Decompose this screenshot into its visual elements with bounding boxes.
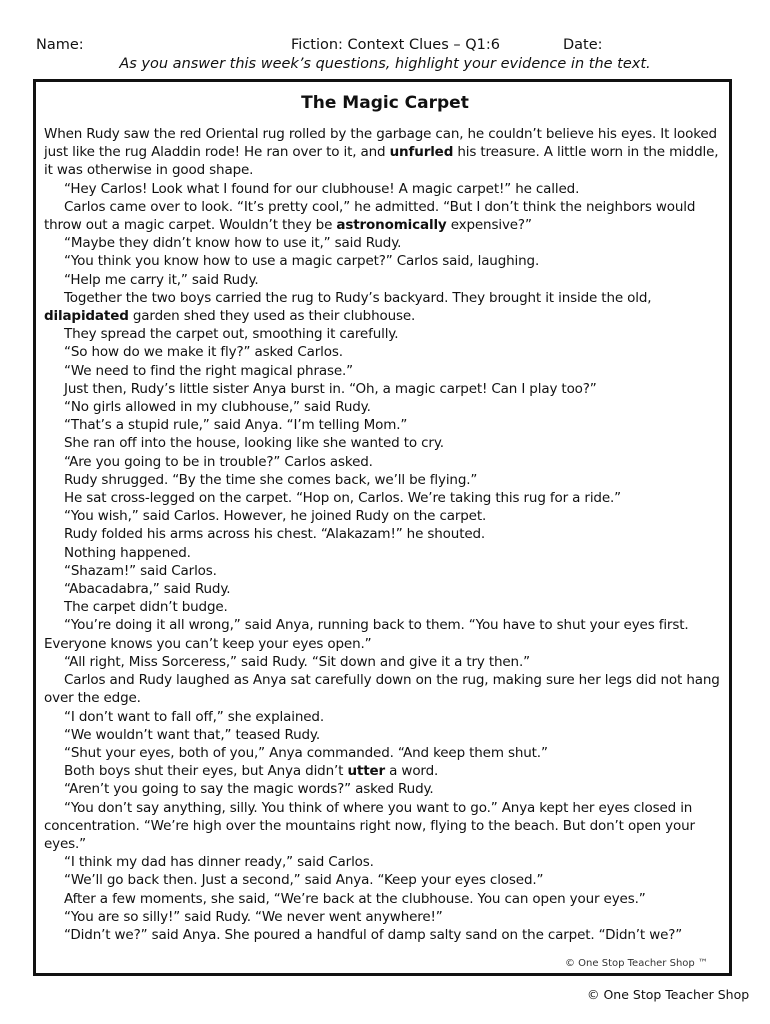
story-paragraph xyxy=(44,525,730,543)
story-paragraph xyxy=(44,726,730,744)
story-paragraph xyxy=(44,398,730,416)
paragraph-text: “Didn’t we?” said Anya. She poured a handful of damp salty sand on the carpet. “Didn’t we?” xyxy=(64,926,683,943)
story-title: The Magic Carpet xyxy=(301,93,469,113)
paragraph-text: “Abacadabra,” said Rudy. xyxy=(64,581,231,598)
story-paragraph xyxy=(44,544,730,562)
paragraph-text: expensive?” xyxy=(446,217,532,234)
worksheet-title: Fiction: Context Clues – Q1:6 xyxy=(291,37,501,53)
story-paragraph xyxy=(44,434,730,452)
story-paragraph xyxy=(44,926,730,944)
story-paragraph xyxy=(44,708,730,726)
story-paragraph xyxy=(44,489,730,507)
paragraph-text: Together the two boys carried the rug to Rudy’s backyard. They brought it inside the old, xyxy=(64,289,652,306)
story-paragraph xyxy=(44,180,730,198)
paragraph-text: He sat cross-legged on the carpet. “Hop on, Carlos. We’re taking this rug for a ride.” xyxy=(64,490,621,507)
paragraph-text: They spread the carpet out, smoothing it carefully. xyxy=(64,326,399,343)
paragraph-text: “Maybe they didn’t know how to use it,” said Rudy. xyxy=(64,235,402,252)
paragraph-text: Carlos and Rudy laughed as Anya sat carefully down on the rug, making sure her legs did not hang over the edge. xyxy=(44,672,720,707)
story-paragraph xyxy=(44,890,730,908)
paragraph-text: Carlos came over to look. “It’s pretty cool,” he admitted. “But I don’t think the neighbors would throw out a magic carpet. Wouldn’t they be xyxy=(44,198,696,234)
outer-copyright: © One Stop Teacher Shop xyxy=(587,987,750,1002)
story-paragraph xyxy=(44,871,730,889)
paragraph-text: “You don’t say anything, silly. You think of where you want to go.” Anya kept her eyes closed in concentration. “We’re high over the mountains right now, flying to the beach. But don’t open your eyes.” xyxy=(44,799,695,852)
worksheet-header xyxy=(0,37,770,57)
paragraph-text: “I think my dad has dinner ready,” said Carlos. xyxy=(64,854,374,871)
story-paragraph xyxy=(44,416,730,434)
paragraph-text: “Aren’t you going to say the magic words?” asked Rudy. xyxy=(64,781,434,798)
paragraph-text: “Shazam!” said Carlos. xyxy=(64,562,217,579)
paragraph-text: After a few moments, she said, “We’re back at the clubhouse. You can open your eyes.” xyxy=(64,890,646,907)
paragraph-text: a word. xyxy=(385,763,439,780)
paragraph-text: “All right, Miss Sorceress,” said Rudy. “Sit down and give it a try then.” xyxy=(64,653,530,670)
paragraph-text: Nothing happened. xyxy=(64,544,191,561)
vocabulary-word: dilapidated xyxy=(44,308,129,325)
paragraph-text: The carpet didn’t budge. xyxy=(64,599,228,616)
paragraph-text: “You wish,” said Carlos. However, he joined Rudy on the carpet. xyxy=(64,508,487,525)
paragraph-text: “You’re doing it all wrong,” said Anya, running back to them. “You have to shut your eyes first. Everyone knows you can’t keep your eyes open.” xyxy=(44,617,689,652)
date-label: Date: xyxy=(563,37,603,53)
paragraph-text: “You are so silly!” said Rudy. “We never went anywhere!” xyxy=(64,908,443,925)
story-body xyxy=(44,125,730,944)
story-paragraph xyxy=(44,343,730,361)
paragraph-text: “Help me carry it,” said Rudy. xyxy=(64,271,259,288)
story-paragraph xyxy=(44,616,730,652)
paragraph-text: “Shut your eyes, both of you,” Anya commanded. “And keep them shut.” xyxy=(64,744,548,761)
story-paragraph xyxy=(44,198,730,234)
vocabulary-word: astronomically xyxy=(336,217,447,234)
paragraph-text: “Are you going to be in trouble?” Carlos asked. xyxy=(64,453,373,470)
paragraph-text: “Hey Carlos! Look what I found for our clubhouse! A magic carpet!” he called. xyxy=(64,180,580,197)
name-label: Name: xyxy=(36,37,84,53)
paragraph-text: Just then, Rudy’s little sister Anya burst in. “Oh, a magic carpet! Can I play too?” xyxy=(64,380,597,397)
paragraph-text: his treasure. A little worn in the middle, it was otherwise in good shape. xyxy=(44,144,719,179)
story-paragraph xyxy=(44,325,730,343)
story-paragraph xyxy=(44,271,730,289)
story-paragraph xyxy=(44,125,730,180)
paragraph-text: “I don’t want to fall off,” she explained. xyxy=(64,708,324,725)
story-paragraph xyxy=(44,762,730,780)
paragraph-text: “We need to find the right magical phrase.” xyxy=(64,362,354,379)
paragraph-text: Both boys shut their eyes, but Anya didn’t xyxy=(64,763,348,780)
story-paragraph xyxy=(44,252,730,270)
paragraph-text: “We’ll go back then. Just a second,” said Anya. “Keep your eyes closed.” xyxy=(64,872,544,889)
paragraph-text: “So how do we make it fly?” asked Carlos. xyxy=(64,344,343,361)
story-paragraph xyxy=(44,507,730,525)
story-paragraph xyxy=(44,453,730,471)
paragraph-text: Rudy folded his arms across his chest. “Alakazam!” he shouted. xyxy=(64,526,486,543)
paragraph-text: “We wouldn’t want that,” teased Rudy. xyxy=(64,726,320,743)
vocabulary-word: unfurled xyxy=(389,144,454,161)
paragraph-text: When Rudy saw the red Oriental rug rolled by the garbage can, he couldn’t believe his eyes. It looked just like the rug Aladdin rode! He ran over to it, and xyxy=(44,126,717,161)
story-paragraph xyxy=(44,744,730,762)
story-paragraph xyxy=(44,799,730,854)
story-paragraph xyxy=(44,908,730,926)
paragraph-text: “That’s a stupid rule,” said Anya. “I’m telling Mom.” xyxy=(64,417,408,434)
story-paragraph xyxy=(44,598,730,616)
story-paragraph xyxy=(44,653,730,671)
story-paragraph xyxy=(44,580,730,598)
story-paragraph xyxy=(44,780,730,798)
vocabulary-word: utter xyxy=(347,763,386,780)
paragraph-text: garden shed they used as their clubhouse. xyxy=(128,308,416,325)
story-paragraph xyxy=(44,471,730,489)
story-paragraph xyxy=(44,380,730,398)
story-paragraph xyxy=(44,289,730,325)
paragraph-text: Rudy shrugged. “By the time she comes back, we’ll be flying.” xyxy=(64,471,478,488)
story-paragraph xyxy=(44,562,730,580)
story-paragraph xyxy=(44,234,730,252)
story-paragraph xyxy=(44,853,730,871)
story-paragraph xyxy=(44,671,730,707)
inner-copyright: © One Stop Teacher Shop ™ xyxy=(565,958,708,969)
story-paragraph xyxy=(44,362,730,380)
paragraph-text: “No girls allowed in my clubhouse,” said Rudy. xyxy=(64,399,371,416)
paragraph-text: She ran off into the house, looking like she wanted to cry. xyxy=(64,435,444,452)
paragraph-text: “You think you know how to use a magic carpet?” Carlos said, laughing. xyxy=(64,253,540,270)
instructions: As you answer this week’s questions, highlight your evidence in the text. xyxy=(119,56,651,72)
